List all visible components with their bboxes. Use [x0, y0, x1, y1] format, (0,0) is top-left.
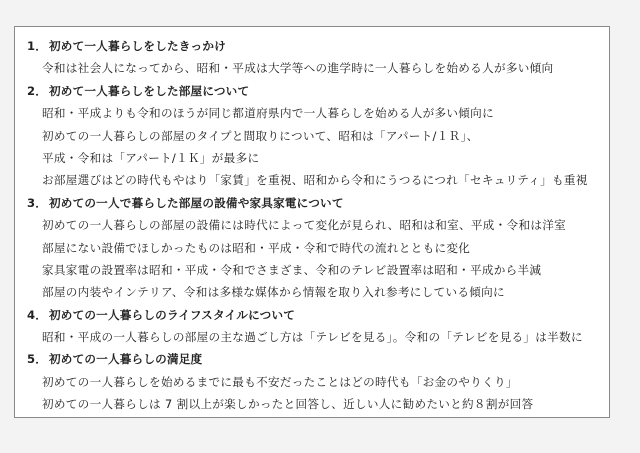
- summary-item: 昭和・平成よりも令和のほうが同じ都道府県内で一人暮らしを始める人が多い傾向に: [42, 106, 494, 121]
- section-number: 1．: [27, 39, 48, 53]
- section-title: 初めての一人暮らしのライフスタイルについて: [49, 307, 296, 322]
- section-heading-4: [15, 304, 609, 326]
- section-number: 2．: [27, 83, 48, 98]
- summary-item: 昭和・平成の一人暮らしの部屋の主な過ごし方は「テレビを見る」。令和の「テレビを見る」は半数に: [42, 330, 583, 345]
- summary-item: 初めての一人暮らしの部屋のタイプと間取りについて、昭和は「アパート/１Ｒ」、: [42, 128, 479, 143]
- summary-item: 初めての一人暮らしは 7 割以上が楽しかったと回答し、近しい人に勧めたいと約８割が回答: [42, 397, 534, 412]
- summary-item: 初めての一人暮らしを始めるまでに最も不安だったことはどの時代も「お金のやりくり」: [42, 374, 518, 389]
- summary-item: 部屋の内装やインテリア、令和は多様な媒体から情報を取り入れ参考にしている傾向に: [42, 285, 505, 300]
- summary-item: お部屋選びはどの時代もやはり「家賃」を重視、昭和から令和にうつるにつれ「セキュリティ」も重視: [42, 173, 588, 188]
- summary-item: 家具家電の設置率は昭和・平成・令和でさまざま、令和のテレビ設置率は昭和・平成から半減: [42, 262, 542, 277]
- section-title: 初めて一人暮らしをしたきっかけ: [49, 39, 226, 53]
- survey-summary-box: [14, 26, 610, 418]
- section-title: 初めて一人暮らしをした部屋について: [49, 83, 250, 98]
- summary-item: 令和は社会人になってから、昭和・平成は大学等への進学時に一人暮らしを始める人が多い傾向: [42, 61, 554, 76]
- section-heading-1: [15, 35, 609, 57]
- section-number: 3．: [27, 195, 48, 210]
- section-heading-2: [15, 80, 609, 102]
- summary-item: 平成・令和は「アパート/１Ｋ」が最多に: [42, 150, 260, 165]
- section-heading-3: [15, 192, 609, 214]
- summary-item: 初めての一人暮らしの部屋の設備には時代によって変化が見られ、昭和は和室、平成・令和は洋室: [42, 218, 567, 233]
- section-number: 5．: [27, 352, 48, 367]
- section-title: 初めての一人暮らしの満足度: [49, 352, 203, 367]
- section-number: 4．: [27, 307, 48, 322]
- section-title: 初めての一人で暮らした部屋の設備や家具家電について: [49, 195, 344, 210]
- summary-item: 部屋にない設備でほしかったものは昭和・平成・令和で時代の流れとともに変化: [42, 240, 471, 255]
- section-heading-5: [15, 348, 609, 370]
